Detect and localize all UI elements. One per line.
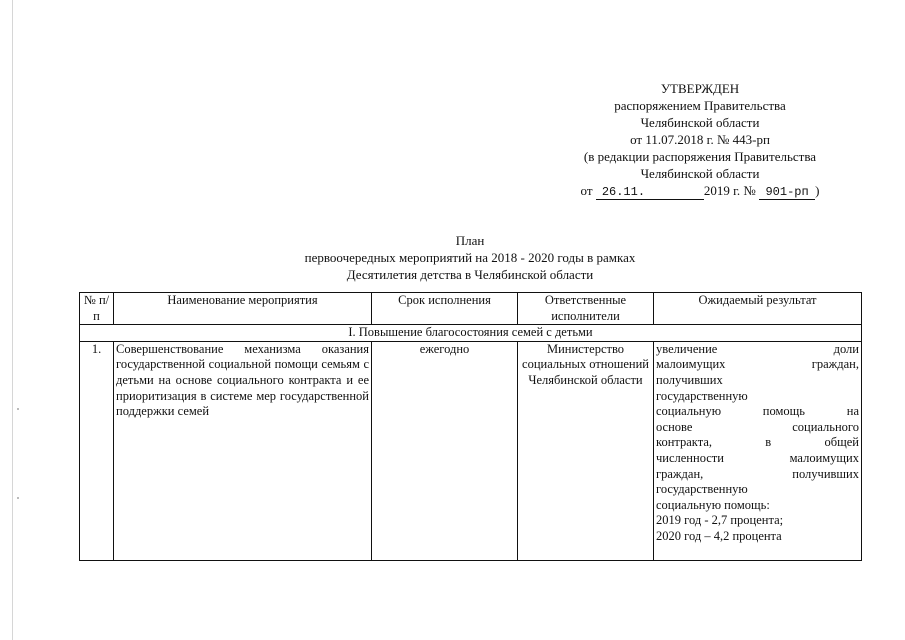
header-responsible: Ответственные исполнители <box>518 293 654 325</box>
scan-edge-mark <box>17 408 19 410</box>
row-measure-name: Совершенствование механизма оказания государственной социальной помощи семьям с детьми на основе социального контракта и ее приоритизация в системе мер государственной поддержки семей <box>114 341 372 560</box>
approval-line-4: (в редакции распоряжения Правительства <box>583 149 817 164</box>
plan-title-line-2: первоочередных мероприятий на 2018 - 2020 годы в рамках <box>304 250 636 265</box>
section-title: I. Повышение благосостояния семей с детьми <box>80 325 862 342</box>
approval-block <box>560 80 840 200</box>
header-name: Наименование мероприятия <box>114 293 372 325</box>
approval-heading: УТВЕРЖДЕН <box>660 81 740 96</box>
row-term: ежегодно <box>372 341 518 560</box>
result-line: малоимущих граждан, <box>656 357 859 372</box>
table-row <box>80 341 862 560</box>
row-expected-result <box>654 341 862 560</box>
result-line: контракта, в общей <box>656 435 859 450</box>
header-result: Ожидаемый результат <box>654 293 862 325</box>
plan-title-line-3: Десятилетия детства в Челябинской области <box>346 267 594 282</box>
approval-line-5: Челябинской области <box>640 166 760 181</box>
approval-line-1: распоряжением Правительства <box>614 98 786 113</box>
header-term: Срок исполнения <box>372 293 518 325</box>
result-line: государственную <box>656 388 748 403</box>
result-line: основе социального <box>656 419 859 434</box>
date-closing: ) <box>815 183 820 198</box>
result-line: социальную помощь на <box>656 404 859 419</box>
result-line: 2019 год - 2,7 процента; <box>656 513 784 528</box>
scan-edge-mark <box>17 497 19 499</box>
plan-title <box>260 232 680 283</box>
table-header-row <box>80 293 862 325</box>
header-num: № п/п <box>80 293 114 325</box>
section-row <box>80 325 862 342</box>
result-line: 2020 год – 4,2 процента <box>656 528 782 543</box>
row-number: 1. <box>80 341 114 560</box>
approval-line-2: Челябинской области <box>640 115 760 130</box>
approval-date-line <box>560 182 840 200</box>
order-number: 901-рп <box>759 185 815 200</box>
date-prefix: от <box>580 183 593 198</box>
row-responsible: Министерство социальных отношений Челябинской области <box>518 341 654 560</box>
result-line: государственную <box>656 482 748 497</box>
date-value: 26.11. <box>596 185 704 200</box>
result-line: увеличение доли <box>656 341 859 356</box>
date-year: 2019 г. № <box>703 183 756 198</box>
approval-line-3: от 11.07.2018 г. № 443-рп <box>630 132 770 147</box>
result-line: граждан, получивших <box>656 466 859 481</box>
result-line: получивших <box>656 372 723 387</box>
scan-edge-line <box>12 0 13 640</box>
plan-title-line-1: План <box>455 233 485 248</box>
plan-table <box>79 292 862 561</box>
result-line: численности малоимущих <box>656 450 859 465</box>
result-line: социальную помощь: <box>656 497 770 512</box>
